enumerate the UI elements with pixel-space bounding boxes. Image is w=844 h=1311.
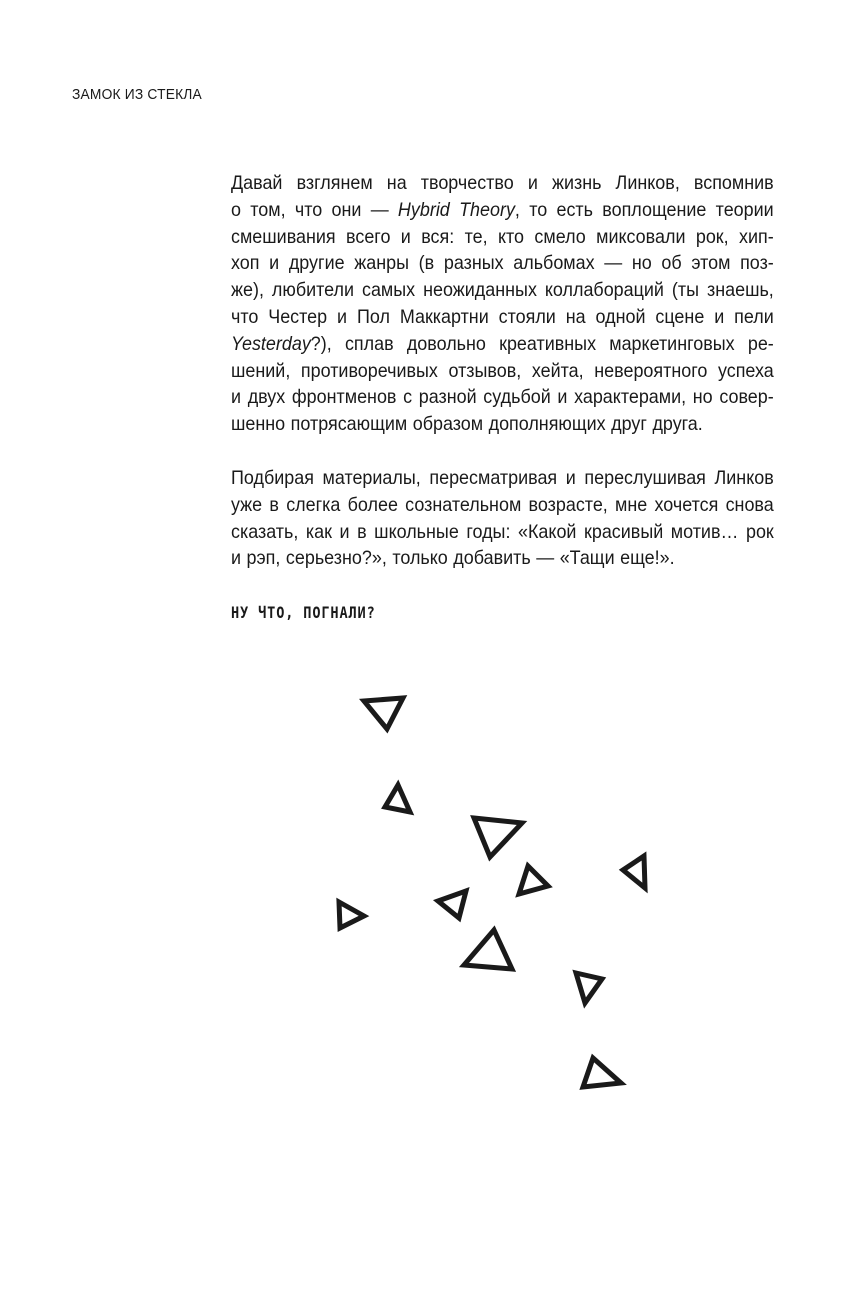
triangle-icon [364, 698, 403, 729]
text-line: Давай взглянем на творчество и жизнь Линков, вспомнив [231, 172, 774, 194]
triangle-icon [623, 856, 645, 888]
triangle-icon [583, 1058, 621, 1087]
text-line: что Честер и Пол Маккартни стояли на одной сцене и пели [231, 305, 774, 328]
text-line: шенно потрясающим образом дополняющих друг друга. [231, 413, 703, 436]
text-line: шений, противоречивых отзывов, хейта, невероятного успеха [231, 359, 774, 382]
running-head: ЗАМОК ИЗ СТЕКЛА [72, 86, 202, 103]
text-line: и двух фронтменов с разной судьбой и характерами, но совер- [231, 386, 774, 409]
text-line: смешивания всего и вся: те, кто смело миксовали рок, хип- [231, 225, 774, 248]
triangle-icon [576, 973, 602, 1003]
text-line: Подбирая материалы, пересматривая и переслушивая Линков [231, 466, 774, 489]
text-line: о том, что они — Hybrid Theory, то есть воплощение теории [231, 198, 774, 221]
closing-phrase: НУ ЧТО, ПОГНАЛИ? [231, 603, 376, 622]
text-line: уже в слегка более сознательном возрасте, мне хочется снова [231, 493, 774, 516]
text-line: Yesterday?), сплав довольно креативных маркетинговых ре- [231, 332, 774, 355]
text-line: хоп и другие жанры (в разных альбомах — но об этом поз- [231, 252, 774, 275]
triangle-icon [464, 930, 512, 969]
triangle-icon [519, 866, 548, 894]
triangle-icon [339, 902, 364, 928]
text-line: и рэп, серьезно?», только добавить — «Тащи еще!». [231, 547, 675, 570]
text-line: сказать, как и в школьные годы: «Какой красивый мотив… рок [231, 520, 774, 543]
text-line: же), любители самых неожиданных коллабораций (ты знаешь, [231, 279, 774, 302]
triangle-icon [474, 818, 522, 857]
triangle-icon [438, 891, 466, 918]
triangle-icon [385, 785, 410, 812]
